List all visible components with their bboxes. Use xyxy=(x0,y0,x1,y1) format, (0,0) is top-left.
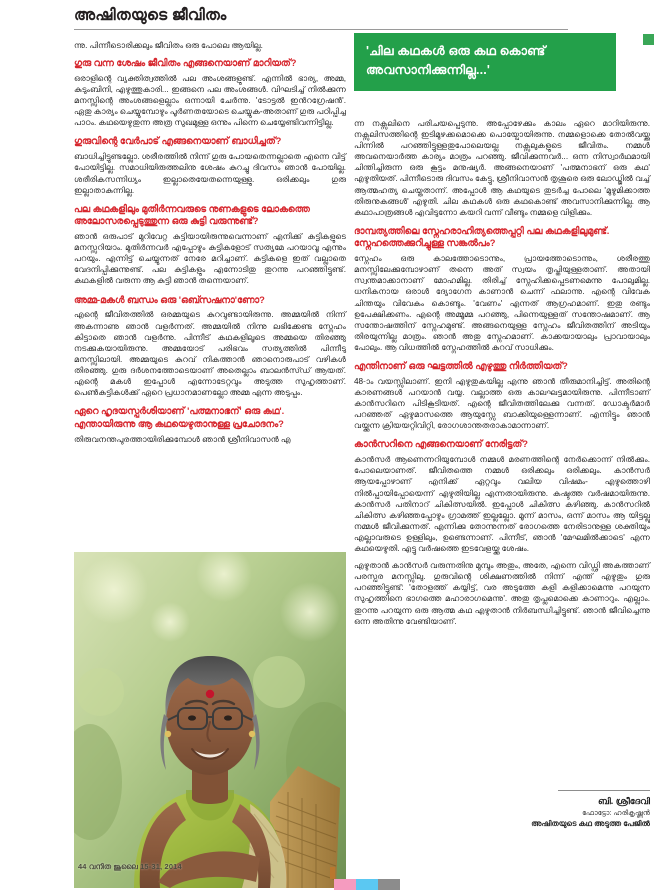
author-portrait-photo xyxy=(74,552,346,888)
byline-block xyxy=(400,790,650,830)
section-body: തിരുവനന്തപുരത്തായിരിക്കുമ്പോൾ ഞാൻ ശ്രീനിവാസൻ എ xyxy=(74,434,291,444)
page-folio: 44 വനിത ജൂലൈ 15-31, 2014 xyxy=(78,862,182,871)
left-column xyxy=(74,40,346,450)
section-heading: ഗുരുവിന്റെ വേർപാട് എങ്ങനെയാണ് ബാധിച്ചത്? xyxy=(74,135,282,147)
section-heading: അമ്മ-മകൾ ബന്ധം ഒരു 'ഒബ്സഷനാ'ണോ? xyxy=(74,293,265,305)
right-column xyxy=(354,40,650,633)
page-title: അഷിതയുടെ ജീവിതം xyxy=(74,7,227,24)
pull-quote-spacer xyxy=(354,40,650,118)
section-body: എഴുതാൻ കാൻസർ വരുന്നതിനു മുമ്പും അതും, അതേ, എന്നെ വിഡ്ഢി അകത്താണ് പരസ്പര മനസ്സിലു. ഗുരുവിന്റെ ശിക്ഷണത്തിൽ നിന്ന് എന്ത് എഴുതും ഗുരു പറഞ്ഞിട്ടുണ്ട്: 'തോളത്ത് കയ്യിട്ട്, വര അടുത്തേ കളി കളിക്കാമെന്നു പറയുന്ന സുഹൃത്തിനെ ഭാഗത്തെ മഹാരാഗമെന്നു'. അതു തൃപ്ലമൊക്കെ കാണാറും. എല്ലാം. തുറന്നു പറയുന്ന ഒരു ആത്മ കഥ എഴുതാൻ നിർബന്ധിച്ചിട്ടുണ്ട്. ഞാൻ ജീവിച്ചെന്നു ഒന്ന അതിന്നു വേണ്ടിയാണ്. xyxy=(354,561,650,626)
section-body: എന്റെ ജീവിതത്തിൽ ഒരമ്മയുടെ കുറവുണ്ടായിരുന്നു. അമ്മയിൽ നിന്ന് അകന്നാണു ഞാൻ വളർന്നത്. അമ്മയിൽ നിന്നു ലഭിക്കേണ്ട സ്നേഹം കിട്ടാതെ ഞാൻ വളർന്നു. പിന്നീട് കഥകളിലൂടെ അമ്മയെ തിരഞ്ഞു നടക്കുകയായിരുന്നു. അമ്മയോട് പരിഭവം സത്യത്തിൽ പിന്നീടു മനസ്സിലായി. അമ്മയുടെ കുറവ് നികത്താൻ ഞാനൊരുപാട് വഴികൾ തിരഞ്ഞു. ഗുരു ദർശനത്തോടെയാണ് അതെല്ലാം ബാലൻസ്ഡ് ആയത്. എന്റെ മകൾ ഇപ്പോൾ എന്നോടേറ്റവും അടുത്ത സുഹൃത്താണ്. പെൺകുട്ടികൾക്ക് ഏറെ പ്രധാനമാണല്ലോ അമ്മ എന്ന അടുപ്പം. xyxy=(74,310,346,398)
section-heading: പല കഥകളിലും മുതിർന്നവരുടെ നുണകളുടെ ലോകത്തെ അലോസരപ്പെടുത്തുന്ന ഒരു കുട്ടി വരുന്നുണ്ട്? xyxy=(74,202,310,227)
edge-tab-marker xyxy=(330,867,335,879)
section-heading: ഏറെ ഹൃദയസ്പർശിയാണ് 'പത്മനാഭന്' ഒരു കഥ'. എന്തായിരുന്നു ആ കഥയെഴുതാനുള്ള പ്രചോദനം? xyxy=(74,405,285,429)
section-heading: ദാമ്പത്യത്തിലെ സ്നേഹരാഹിത്യത്തെപ്പറ്റി പല കഥകളിലുമുണ്ട്. സ്നേഹത്തെക്കുറിച്ചുള്ള സങ്കൽപം? xyxy=(354,224,610,249)
section-heading: എന്തിനാണ് ഒരു ഘട്ടത്തിൽ എഴുത്തു നിർത്തിയത്? xyxy=(354,360,568,371)
photo-credit: ഫോട്ടോ: ഹരികൃഷ്ണൻ xyxy=(582,808,650,817)
section-body: 48-ാം വയസ്സിലാണ്. ഇനി എഴുതുകയില്ല എന്നു ഞാൻ തീരുമാനിച്ചിട്ട്. അതിന്റെ കാരണങ്ങൾ പറയാൻ വയ്യ. വല്ലാത്ത ഒരു കാലഘട്ടമായിരുന്നു. പിന്നീടാണ് കാൻസറിനെ പിടികൂടിയത്. എന്റെ ജീവിതത്തിലേക്കു വന്നത്. ഡോക്ടർമാർ പറഞ്ഞത് ഏഴുമാസത്തെ ആയുസ്സേ ബാക്കിയുള്ളെന്നാണ്. എന്നിട്ടും ഞാൻ വയ്ക്കുന്ന ക്രിയയറ്റിവിറ്റി, രോഗശാന്തതരാകാമാന്നാണ്. xyxy=(354,376,650,431)
pull-quote-line-2: അവസാനിക്കുന്നില്ല...' xyxy=(366,63,490,77)
intro-paragraph: ന്നു. പിന്നീടൊരിക്കലും ജീവിതം ഒരു പോലെ ആയില്ല. xyxy=(74,41,263,50)
section-body: ഒരാളിന്റെ വ്യക്തിത്വത്തിൽ പല അംശങ്ങളുണ്ട്. എന്നിൽ ഭാര്യ, അമ്മ, കുടുംബിനി, എഴുത്തുകാരി... ഇങ്ങനെ പല അംശങ്ങൾ. വിഘടിച്ച് നിൽക്കുന്ന മനസ്സിന്റെ അംശങ്ങളെല്ലാം ഒന്നായി ചേർന്നു. 'ടോട്ടൽ ഇൻറഗ്രേഷൻ'. ഏതു കാര്യം ചെയ്യുമ്പോഴും പൂർണതയോടെ ചെയ്യുക-അതാണ് ഗുരു പഠിപ്പിച്ച പാഠം. കഥയെഴുതുന്ന അത്ര സുഖമുള്ള ഒന്നും പിന്നെ ചെയ്യേണ്ടിവന്നിട്ടില്ല. xyxy=(74,74,346,128)
cyan-bar xyxy=(356,879,378,890)
section-heading: കാൻസറിനെ എങ്ങനെയാണ് നേരിട്ടത്? xyxy=(354,438,528,450)
header-divider xyxy=(74,29,568,30)
section-body: കാൻസർ ആണെന്നറിയുമ്പോൾ നമ്മൾ മരണത്തിന്റെ നേർക്കൊന്ന് നിൽക്കും. പോലെയാണത്. ജീവിതത്തെ നമ്മൾ ഒരിക്കലും ഒരിക്കലും. കാൻസർ ആയപ്പോഴാണ് എനിക്ക് ഏറ്റവും വലിയ വിഷമം- എഴുത്തൊഴി നിൽപ്പായിപ്പോയെന്ന് എഴുതിയില്ല എന്നതായിരുന്നു. കഷ്ടത്ത വർഷമായിരുന്നു. കാൻസർ പതിനാറ് ചികിത്സയിൽ. ഇപ്പോൾ ചികിത്സ കഴിഞ്ഞു. കാൻസറിൽ ചികിത്സ കഴിഞ്ഞപ്പോഴും ഗ്രാമത്ത് ഇല്ലല്ലോ. മൂന്ന് മാസം, ഒന്ന് മാസം ആ യിട്ടല്ലു നമ്മൾ ജീവിക്കുന്നത്. എന്നിക്കു തോന്നുന്നത് രോഗത്തെ നേരിടാനുള്ള ശക്തിയും എല്ലാവരുടെ ഉള്ളിലും, ഉണ്ടെന്നാണ്. പിന്നീട്, ഞാൻ 'മേഘമിൽക്കാടെ' എന്ന കഥയെഴുതി. എട്ടു വർഷത്തെ ഇടവേളയ്ക്കു ശേഷം. xyxy=(354,455,650,554)
section-body: സ്നേഹം ഒരു കാലത്തോടൊന്നും, പ്രായത്തോടൊന്നും, ശരീരത്തു മനസ്സിലേക്കുമ്പോഴാണ് തന്നെ അത് സ്വയം തൃപ്തിയുള്ളതാണ്. അതായി സ്വന്തമാക്കാനാണ് മോഹമില്ല. തിരിച്ച് സ്നേഹിക്കപ്പെടണമെന്നു പോലുമില്ല. ധനികനായ ഒരാൾ ദ്യോഗേന കാണാൻ ചെന്ന് ഫലാന്നു. എന്റെ വിവേക ചിന്തയും വിവേകം കൊണ്ടും. 'വേണം' എന്നത് ആഗ്രഹമാണ്. ഇതു രണ്ടും ഉപേക്ഷിക്കണം. എന്റെ അമ്മൂമ്മ പറഞ്ഞു, പിന്നെയുള്ളത് സന്തോഷമാണ്. ആ സന്തോഷത്തിന് സ്നേഹമുണ്ട്. അങ്ങനെയുള്ള സ്നേഹം ജീവിതത്തിന് അടിയും തിരയുന്നില്ല മാത്രം. ഞാൻ അതു സ്നേഹമാണ്. കാക്കയായാലും പ്രാവായാലും പോലും. ആ വിധത്തിൽ സ്നേഹത്തിൽ കുറവ് സാധിക്കും. xyxy=(354,254,650,352)
pull-quote-line-1: 'ചില കഥകൾ ഒരു കഥ കൊണ്ട് xyxy=(366,44,546,58)
section-body: ഞാൻ ഒരുപാട് മുറിവേറ്റ കുട്ടിയായിരുന്നുവെന്നാണ് എനിക്ക് കുട്ടികളുടെ മനസ്സറിയാം. മുതിർന്നവർ എപ്പോഴും കുട്ടികളോട് സത്യമേ പറയാവൂ എന്നും പറയും. എന്നിട്ട് ചെയ്യുന്നത് നേരേ മറിച്ചാണ്. കുട്ടികളെ ഇത് വല്ലാതെ വേദനിപ്പിക്കുന്നുണ്ട്. പല കുട്ടികളും എന്നോടിതു തുറന്നു പറഞ്ഞിട്ടുണ്ട്. കഥകളിൽ വരുന്ന ആ കുട്ടി ഞാൻ തന്നെയാണ്. xyxy=(74,232,346,286)
pink-bar xyxy=(334,879,356,890)
section-body: ന്ന നക്സലിനെ പരിചയപ്പെടുന്നു. അപ്പോഴേക്കും കാലം ഏറെ മാറിയിരുന്നു. നക്സലിസത്തിന്റെ ഇടിമുഴക്കമൊക്കെ പൊയ്പോയിരുന്നു. നമ്മളൊക്കെ തോൽവയ്ക്കു പിന്നിൽ പറഞ്ഞിട്ടുള്ളതുപോലെയല്ല നക്സലുകളുടെ ജീവിതം. നമ്മൾ അവനെയാർത്ത കാര്യം മാത്രം പറഞ്ഞു. ജീവിക്കുന്നവർ... ഒന്ന നിസ്വാർഥമായി ചിന്തിച്ചിരുന്ന ഒരു കൂട്ടം മനുഷ്യർ. അങ്ങനെയാണ് 'പത്മനാഭന് ഒരു കഥ' എഴുതിയത്. പിന്നീടൊരു ദിവസം കേട്ടു, ശ്രീനിവാസൻ തൃശൂരെ ഒരു ലോഡ്ജിൽ വച്ച് ആത്മഹത്യ ചെയ്തതാന്ന്. അപ്പോൾ ആ കഥയുടെ തുടർച്ച പോലെ 'മുഴുമിക്കാത്ത തിരുനുകങ്ങൾ' എഴുതി. ചില കഥകൾ ഒരു കഥകൊണ്ട് അവസാനിക്കുന്നില്ല. ആ കഥാപാത്രങ്ങൾ എവിടുന്നോ കയറി വന്ന് വീണ്ടും നമ്മളെ വിളിക്കും. xyxy=(354,119,650,217)
byline-divider xyxy=(558,790,650,791)
page-header xyxy=(74,6,594,30)
section-heading: ഗുരു വന്ന ശേഷം ജീവിതം എങ്ങനെയാണ് മാറിയത്? xyxy=(74,57,297,69)
gray-bar xyxy=(378,879,400,890)
continuation-note: അഷിതയുടെ കഥ അടുത്ത പേജിൽ xyxy=(531,819,650,828)
registration-bars xyxy=(334,879,400,890)
byline-author: ബി. ശ്രീദേവി xyxy=(598,796,650,806)
section-body: ബാധിച്ചിട്ടുണ്ടല്ലോ. ശരീരത്തിൽ നിന്ന് ഗുരു പോയതെന്നല്ലാതെ എന്നെ വിട്ട് പോയിട്ടില്ല. സമാധിയിരുത്തലിനു ശേഷം കുറച്ചു ദിവസം ഞാൻ പോയില്ല. ശരീരികസന്നിധ്യം ഇല്ലാതെയേതന്നെയുള്ളു. ഒരിക്കലും ഗുരു ഇല്ലാതാകുന്നില്ല. xyxy=(74,152,346,195)
